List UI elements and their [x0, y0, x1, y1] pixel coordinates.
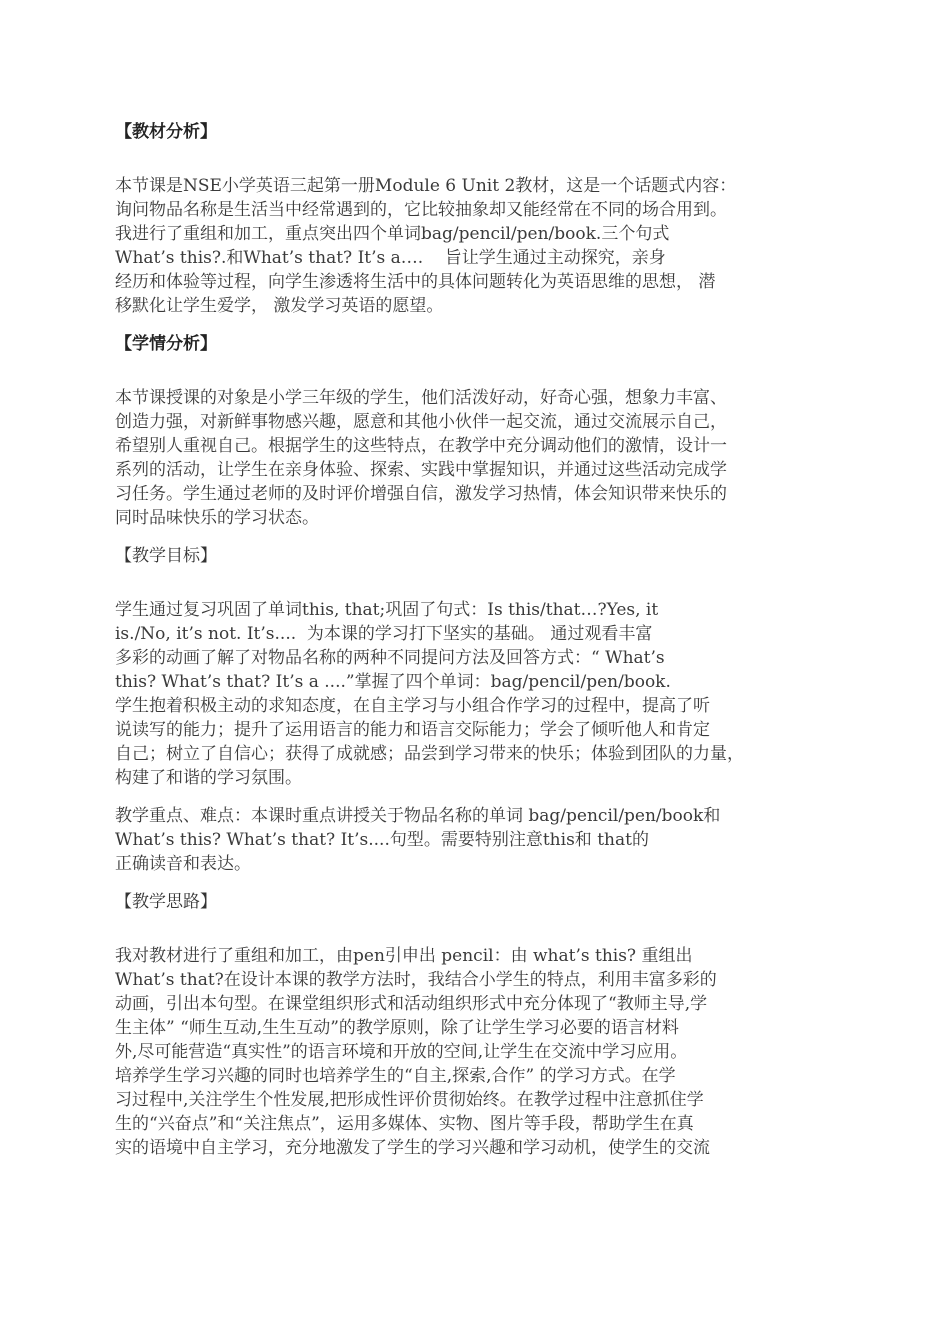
text-line: 动画，引出本句型。在课堂组织形式和活动组织形式中充分体现了“教师主导,学: [115, 994, 708, 1014]
text-line: 正确读音和表达。: [115, 854, 251, 874]
paragraph-teaching-approach: [115, 944, 850, 1160]
paragraph-key-points: [115, 804, 850, 876]
text-line: 同时品味快乐的学习状态。: [115, 508, 319, 528]
paragraph-student-analysis: [115, 386, 850, 530]
text-line: 学生通过复习巩固了单词this, that;巩固了句式：Is this/that…?Yes, it: [115, 600, 659, 620]
document-body: [115, 120, 850, 1160]
text-line: 生主体” “师生互动,生生互动”的教学原则，除了让学生学习必要的语言材料: [115, 1018, 679, 1038]
section-heading-student-analysis: 【学情分析】: [115, 334, 217, 354]
text-line: 习过程中,关注学生个性发展,把形成性评价贯彻始终。在教学过程中注意抓住学: [115, 1090, 704, 1110]
text-line: 本节课是NSE小学英语三起第一册Module 6 Unit 2教材，这是一个话题式内容：: [115, 176, 737, 196]
text-line: 移默化让学生爱学， 激发学习英语的愿望。: [115, 296, 444, 316]
text-line: 生的“兴奋点”和“关注焦点”，运用多媒体、实物、图片等手段，帮助学生在真: [115, 1114, 694, 1134]
text-line: 我进行了重组和加工，重点突出四个单词bag/pencil/pen/book.三个句式: [115, 224, 670, 244]
text-line: 学生抱着积极主动的求知态度，在自主学习与小组合作学习的过程中，提高了听: [115, 696, 710, 716]
text-line: 教学重点、难点：本课时重点讲授关于物品名称的单词 bag/pencil/pen/book和: [115, 806, 721, 826]
text-line: 创造力强，对新鲜事物感兴趣，愿意和其他小伙伴一起交流，通过交流展示自己，: [115, 412, 727, 432]
text-line: What’s that?在设计本课的教学方法时，我结合小学生的特点，利用丰富多彩的: [115, 970, 717, 990]
paragraph-teaching-objectives: [115, 598, 850, 790]
text-line: 实的语境中自主学习，充分地激发了学生的学习兴趣和学习动机，使学生的交流: [115, 1138, 710, 1158]
section-heading-teaching-objectives: 【教学目标】: [115, 546, 217, 566]
text-line: 习任务。学生通过老师的及时评价增强自信，激发学习热情，体会知识带来快乐的: [115, 484, 727, 504]
text-line: 我对教材进行了重组和加工，由pen引申出 pencil：由 what’s this? 重组出: [115, 946, 693, 966]
section-heading-teaching-approach: 【教学思路】: [115, 892, 217, 912]
text-line: What’s this? What’s that? It’s....句型。需要特别注意this和 that的: [115, 830, 649, 850]
text-line: 构建了和谐的学习氛围。: [115, 768, 302, 788]
text-line: 询问物品名称是生活当中经常遇到的，它比较抽象却又能经常在不同的场合用到。: [115, 200, 727, 220]
text-line: 多彩的动画了解了对物品名称的两种不同提问方法及回答方式：“ What’s: [115, 648, 665, 668]
text-line: 培养学生学习兴趣的同时也培养学生的“自主,探索,合作” 的学习方式。在学: [115, 1066, 676, 1086]
text-line: 自己；树立了自信心；获得了成就感；品尝到学习带来的快乐；体验到团队的力量，: [115, 744, 744, 764]
section-heading-textbook-analysis: 【教材分析】: [115, 122, 217, 142]
text-line: is./No, it’s not. It’s.... 为本课的学习打下坚实的基础。 通过观看丰富: [115, 624, 653, 644]
text-line: What’s this?.和What’s that? It’s a…. 旨让学生通过主动探究，亲身: [115, 248, 666, 268]
text-line: 经历和体验等过程，向学生渗透将生活中的具体问题转化为英语思维的思想， 潜: [115, 272, 716, 292]
text-line: 本节课授课的对象是小学三年级的学生，他们活泼好动，好奇心强，想象力丰富、: [115, 388, 727, 408]
text-line: this? What’s that? It’s a ....”掌握了四个单词：bag/pencil/pen/book.: [115, 672, 671, 692]
text-line: 系列的活动，让学生在亲身体验、探索、实践中掌握知识，并通过这些活动完成学: [115, 460, 727, 480]
paragraph-textbook-analysis: [115, 174, 850, 318]
text-line: 希望别人重视自己。根据学生的这些特点，在教学中充分调动他们的激情，设计一: [115, 436, 727, 456]
text-line: 说读写的能力；提升了运用语言的能力和语言交际能力；学会了倾听他人和肯定: [115, 720, 710, 740]
text-line: 外,尽可能营造“真实性”的语言环境和开放的空间,让学生在交流中学习应用。: [115, 1042, 688, 1062]
